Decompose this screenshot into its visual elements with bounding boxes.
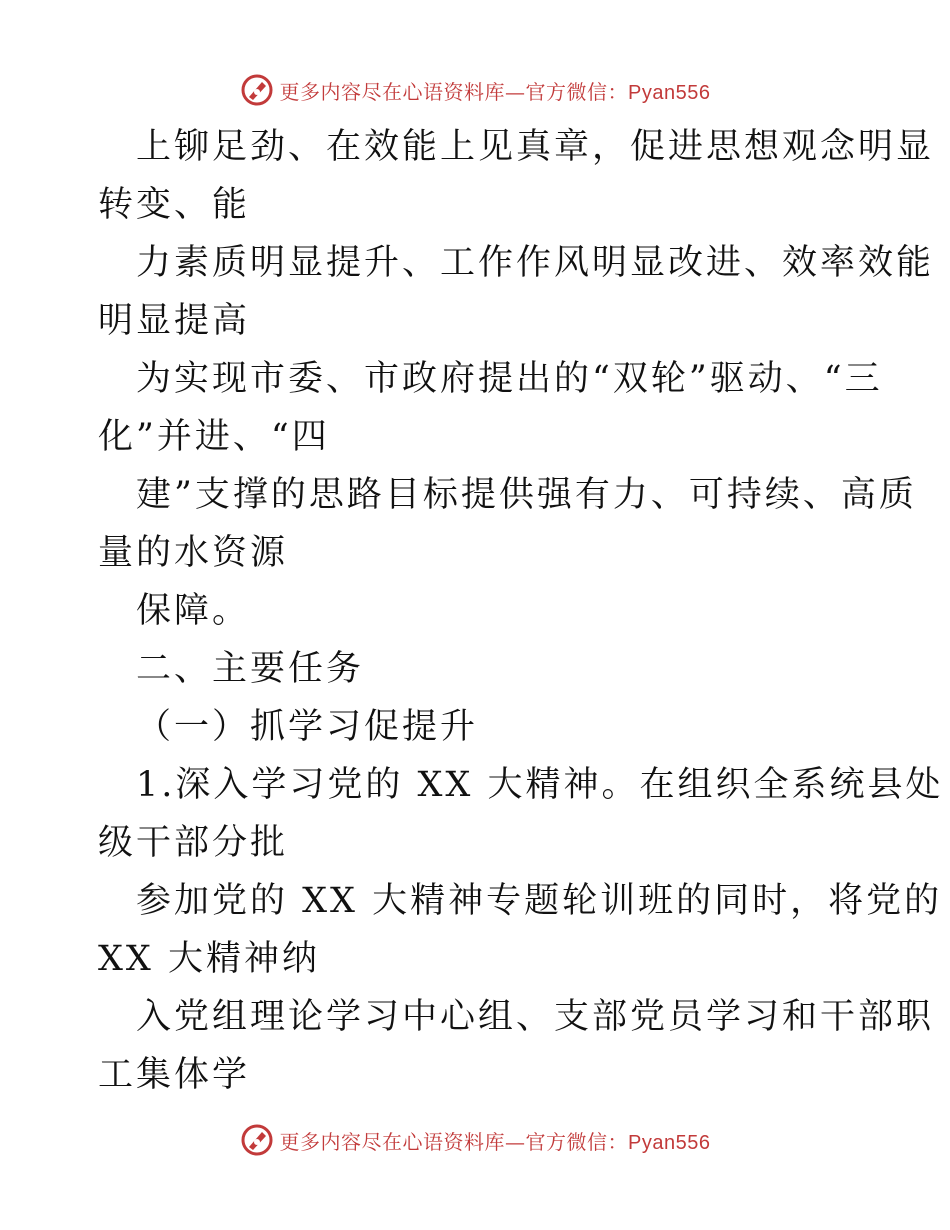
footer-watermark <box>0 1120 950 1160</box>
section-heading: 二、主要任务 <box>136 649 365 689</box>
text-line: 入党组理论学习中心组、支部党员学习和干部职 <box>136 997 935 1037</box>
text-line: 转变、能 <box>98 185 251 225</box>
text-line: 建”支撑的思路目标提供强有力、可持续、高质 <box>136 475 917 515</box>
logo-icon <box>240 1123 274 1157</box>
text-line: 1.深入学习党的 XX 大精神。在组织全系统县处 <box>136 765 944 805</box>
text-line: 参加党的 XX 大精神专题轮训班的同时，将党的 <box>136 881 943 921</box>
text-line: 量的水资源 <box>98 533 289 573</box>
header-watermark <box>0 70 950 110</box>
text-line: 力素质明显提升、工作作风明显改进、效率效能 <box>136 243 935 283</box>
text-line: 级干部分批 <box>98 823 289 863</box>
text-line: 为实现市委、市政府提出的“双轮”驱动、“三 <box>136 359 883 399</box>
text-line: XX 大精神纳 <box>98 939 320 979</box>
text-line: 上铆足劲、在效能上见真章，促进思想观念明显 <box>136 127 935 167</box>
text-line: 保障。 <box>136 591 251 631</box>
subsection-heading: （一）抓学习促提升 <box>136 707 479 747</box>
text-line: 工集体学 <box>98 1055 251 1095</box>
watermark-text: 更多内容尽在心语资料库—官方微信：Pyan556 <box>279 79 711 104</box>
text-line: 化”并进、“四 <box>98 417 330 457</box>
text-line: 明显提高 <box>98 301 251 341</box>
watermark-text: 更多内容尽在心语资料库—官方微信：Pyan556 <box>279 1129 711 1154</box>
logo-icon <box>240 73 274 107</box>
